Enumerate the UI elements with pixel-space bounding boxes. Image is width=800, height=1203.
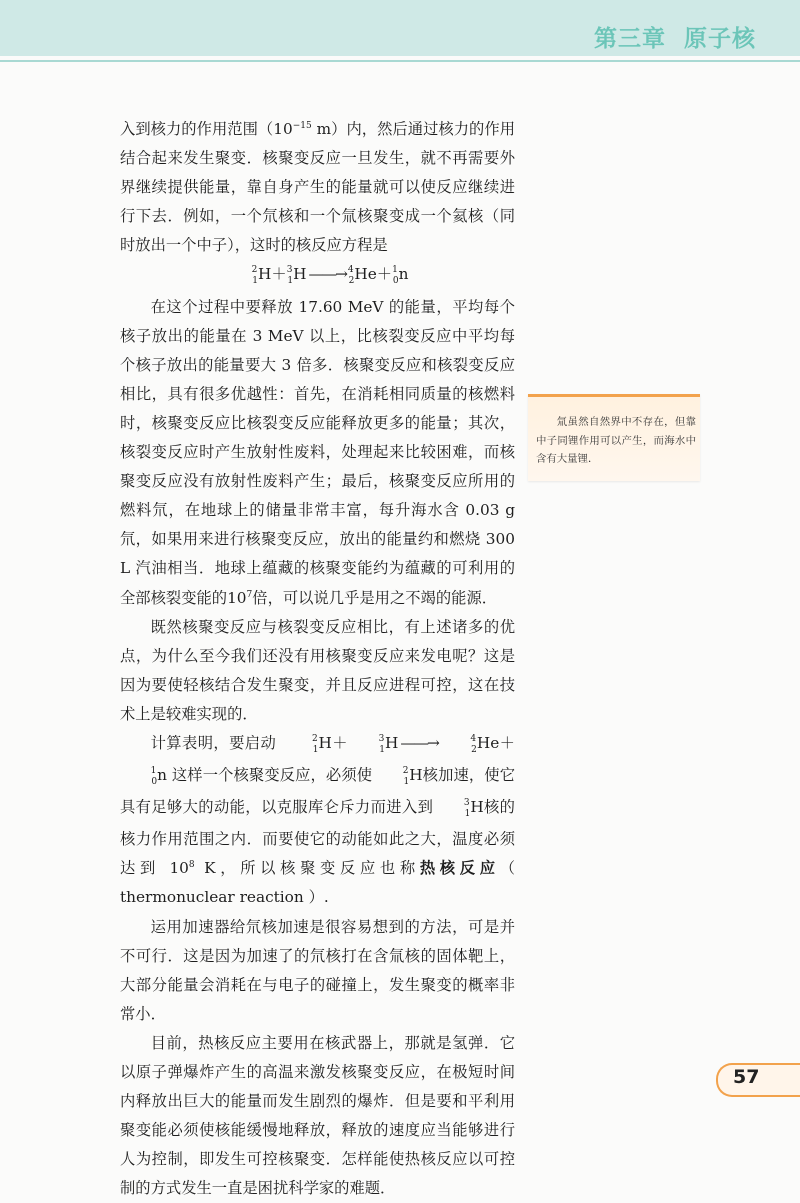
page-number: 57 bbox=[733, 1066, 760, 1088]
deuteron-mass: 2 bbox=[251, 265, 258, 276]
paragraph-4 bbox=[120, 729, 515, 913]
helium-mass: 4 bbox=[470, 733, 477, 744]
neutron-symbol: n bbox=[157, 766, 167, 785]
plus-sign: ＋ bbox=[376, 265, 393, 284]
p4-text-b: 这样一个核聚变反应，必须使 bbox=[166, 766, 373, 785]
p4-text-f: （ thermonuclear reaction ）. bbox=[120, 859, 515, 907]
p1-exponent: −15 bbox=[292, 120, 312, 131]
p1-text-b: m）内，然后通过核力的作用结合起来发生聚变．核聚变反应一旦发生，就不再需要外界继续提供能量，靠自身产生的能量就可以使反应继续进行下去．例如，一个氘核和一个氚核聚变成一个氦核（同时放出一个中子），这时的核反应方程是 bbox=[120, 120, 516, 255]
side-note bbox=[528, 394, 700, 481]
triton-symbol: H bbox=[470, 798, 484, 817]
p4-text-a: 计算表明，要启动 bbox=[150, 733, 282, 752]
helium-symbol: He bbox=[476, 733, 500, 752]
triton-mass: 3 bbox=[378, 733, 385, 744]
helium-charge: 2 bbox=[348, 276, 355, 287]
plus-sign: ＋ bbox=[499, 733, 515, 752]
deuteron-symbol: H bbox=[318, 733, 332, 752]
neutron-charge: 0 bbox=[392, 276, 399, 287]
triton-mass: 3 bbox=[286, 265, 293, 276]
p4-text-d: 核的核力作用范围之内．而要使它的动能如此之大，温度必须达到 10 bbox=[120, 798, 515, 878]
side-note-text: 氚虽然自然界中不存在，但靠中子同锂作用可以产生，而海水中含有大量锂． bbox=[536, 416, 696, 465]
helium bbox=[440, 729, 499, 761]
p2-text-a: 在这个过程中要释放 17.60 MeV 的能量，平均每个核子放出的能量在 3 MeV 以上，比核裂变反应中平均每个核子放出的能量要大 3 倍多．核聚变反应和核裂变反应相比，具有很多优越性：首先，在消耗相同质量的核燃料时，核聚变反应比核裂变反应能释放更多的能量；其次，核裂变反应时产生放射性废料，处理起来比较困难，而核聚变反应没有放射性废料产生；最后，核聚变反应所用的燃料氘，在地球上的储量非常丰富，每升海水含 0.03 g 氘，如果用来进行核聚变反应，放出的能量约和燃烧 300 L 汽油相当．地球上蕴藏的核聚变能约为蕴藏的可利用的全部核裂变能的10 bbox=[120, 297, 515, 607]
triton-symbol: H bbox=[293, 265, 307, 284]
neutron-mass: 1 bbox=[392, 265, 398, 276]
reaction-arrow: ——→ bbox=[400, 733, 438, 752]
paragraph-2 bbox=[120, 293, 515, 613]
plus-sign: ＋ bbox=[271, 265, 287, 284]
deuteron-symbol: H bbox=[409, 766, 423, 785]
plus-sign: ＋ bbox=[331, 733, 348, 752]
deuteron-mass: 2 bbox=[402, 766, 409, 777]
p4-text-e: K，所以核聚变反应也称 bbox=[194, 859, 420, 878]
helium-mass: 4 bbox=[347, 265, 354, 276]
deuteron bbox=[372, 761, 422, 793]
neutron-charge: 0 bbox=[151, 777, 158, 788]
deuteron bbox=[252, 260, 272, 292]
deuteron-charge: 1 bbox=[252, 276, 259, 287]
paragraph-5: 运用加速器给氘核加速是很容易想到的方法，可是并不可行．这是因为加速了的氘核打在含氚核的固体靶上，大部分能量会消耗在与电子的碰撞上，发生聚变的概率非常小． bbox=[120, 917, 515, 1023]
paragraph-1 bbox=[120, 115, 515, 260]
chapter-heading bbox=[594, 20, 756, 53]
p2-text-b: 倍，可以说几乎是用之不竭的能源． bbox=[252, 588, 498, 607]
fusion-equation bbox=[120, 260, 515, 292]
reaction-arrow: ——→ bbox=[308, 265, 346, 284]
deuteron-mass: 2 bbox=[312, 733, 318, 744]
triton-charge: 1 bbox=[379, 744, 386, 755]
p4-exponent: 8 bbox=[188, 860, 195, 871]
neutron-mass: 1 bbox=[150, 766, 157, 777]
helium-charge: 2 bbox=[471, 744, 477, 755]
neutron bbox=[392, 260, 408, 292]
chapter-title: 原子核 bbox=[684, 26, 756, 52]
helium-symbol: He bbox=[354, 265, 377, 284]
deuteron bbox=[281, 729, 331, 761]
neutron bbox=[120, 761, 167, 793]
triton-mass: 3 bbox=[463, 798, 470, 809]
triton-charge: 1 bbox=[464, 809, 471, 820]
p2-exponent: 7 bbox=[246, 589, 253, 600]
paragraph-6: 目前，热核反应主要用在核武器上，那就是氢弹．它以原子弹爆炸产生的高温来激发核聚变反应，在极短时间内释放出巨大的能量而发生剧烈的爆炸．但是要和平利用聚变能必须使核能缓慢地释放，释放的速度应当能够进行人为控制，即发生可控核聚变．怎样能使热核反应以可控制的方式发生一直是困扰科学家的难题． bbox=[120, 1033, 515, 1198]
term-thermonuclear: 热核反应 bbox=[419, 859, 500, 878]
triton-symbol: H bbox=[385, 733, 399, 752]
deuteron-charge: 1 bbox=[312, 744, 319, 755]
triton bbox=[287, 260, 307, 292]
triton bbox=[433, 793, 483, 825]
p4-text-c: 核加速，使它具有足够大的动能，以克服库仑斥力而进入到 bbox=[120, 766, 515, 817]
paragraph-3: 既然核聚变反应与核裂变反应相比，有上述诸多的优点，为什么至今我们还没有用核聚变反应来发电呢？这是因为要使轻核结合发生聚变，并且反应进程可控，这在技术上是较难实现的． bbox=[120, 617, 515, 723]
neutron-symbol: n bbox=[398, 265, 409, 284]
main-text bbox=[120, 115, 515, 1203]
triton-charge: 1 bbox=[287, 276, 294, 287]
chapter-number: 第三章 bbox=[593, 26, 666, 52]
triton bbox=[348, 729, 398, 761]
deuteron-symbol: H bbox=[258, 265, 272, 284]
helium bbox=[348, 260, 377, 292]
p1-text-a: 入到核力的作用范围（10 bbox=[120, 120, 293, 138]
deuteron-charge: 1 bbox=[403, 777, 410, 788]
header-divider bbox=[0, 60, 800, 62]
